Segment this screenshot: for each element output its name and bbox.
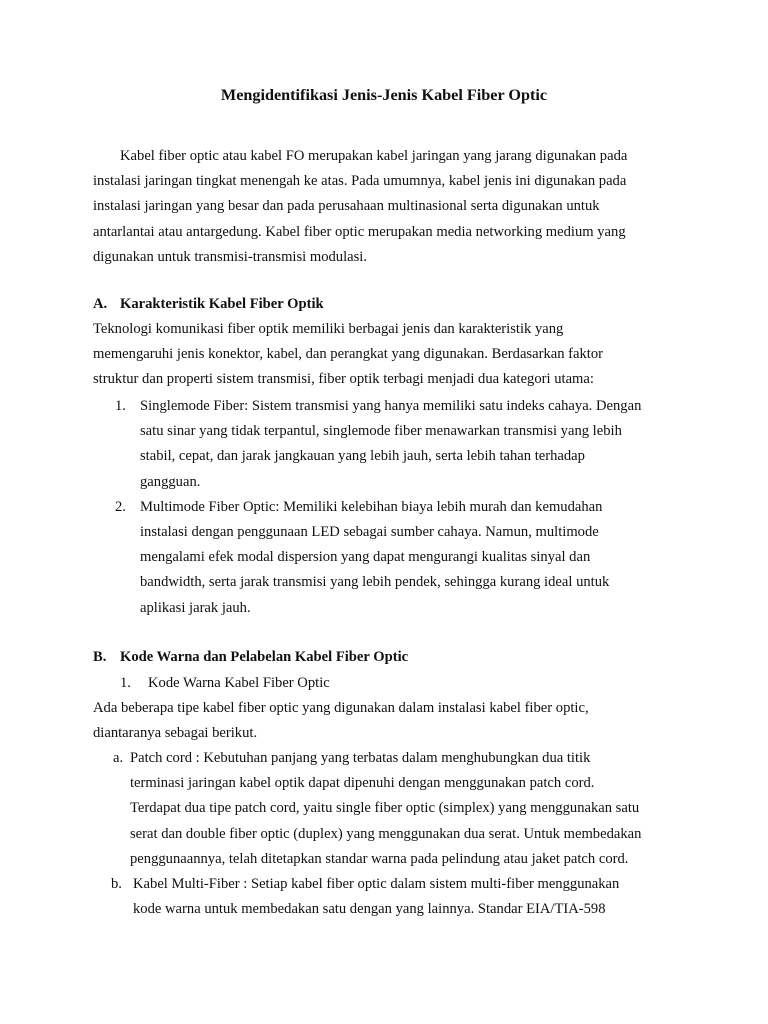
intro-line: instalasi jaringan yang besar dan pada perusahaan multinasional serta digunakan untuk [93,198,600,215]
list-item-number: 2. [115,498,126,515]
list-item-singlemode [93,394,683,495]
intro-paragraph [93,144,683,270]
list-item-number: 1. [115,398,126,414]
list-item-line: Kabel Multi-Fiber : Setiap kabel fiber optic dalam sistem multi-fiber menggunakan [133,875,620,892]
section-a-line: struktur dan properti sistem transmisi, fiber optik terbagi menjadi dua kategori utama: [93,371,594,388]
section-b-subheading [93,671,683,696]
intro-line: Kabel fiber optic atau kabel FO merupakan kabel jaringan yang jarang digunakan pada [120,148,628,164]
list-item-multi-fiber [93,872,683,922]
section-b-heading [93,645,683,670]
list-item-letter: a. [113,750,124,766]
document-title: Mengidentifikasi Jenis-Jenis Kabel Fiber Optic [220,86,548,104]
section-a-body [93,317,683,393]
list-item-line: Singlemode Fiber: Sistem transmisi yang hanya memiliki satu indeks cahaya. Dengan [140,398,642,414]
list-item-line: serat dan double fiber optic (duplex) yang menggunakan dua serat. Untuk membedakan [130,825,642,842]
subheading-number: 1. [120,675,131,691]
section-b-line: diantaranya sebagai berikut. [93,725,258,742]
list-item-line: stabil, cepat, dan jarak jangkauan yang lebih jauh, serta lebih tahan terhadap [140,448,585,465]
section-b-body [93,696,683,746]
list-item-line: bandwidth, serta jarak transmisi yang lebih pendek, sehingga kurang ideal untuk [140,574,610,591]
section-a-marker: A. [93,296,108,312]
intro-line: instalasi jaringan tingkat menengah ke atas. Pada umumnya, kabel jenis ini digunakan pada [93,173,627,190]
list-item-line: kode warna untuk membedakan satu dengan yang lainnya. Standar EIA/TIA-598 [133,901,606,918]
section-b-line: Ada beberapa tipe kabel fiber optic yang digunakan dalam instalasi kabel fiber optic, [93,700,589,716]
list-item-line: Patch cord : Kebutuhan panjang yang terbatas dalam menghubungkan dua titik [130,750,591,766]
intro-line: digunakan untuk transmisi-transmisi modulasi. [93,248,368,265]
list-item-letter: b. [111,875,122,892]
section-a-line: Teknologi komunikasi fiber optik memiliki berbagai jenis dan karakteristik yang [93,321,564,337]
list-item-patch-cord [93,746,683,872]
list-item-line: terminasi jaringan kabel optik dapat dipenuhi dengan menggunakan patch cord. [130,775,595,792]
list-item-line: penggunaannya, telah ditetapkan standar warna pada pelindung atau jaket patch cord. [130,850,629,867]
fiber-type-list [93,394,683,621]
section-a-heading [93,292,683,317]
list-item-multimode [93,495,683,621]
list-item-line: gangguan. [140,473,201,490]
list-item-line: Multimode Fiber Optic: Memiliki kelebihan biaya lebih murah dan kemudahan [140,498,603,515]
list-item-line: mengalami efek modal dispersion yang dapat mengurangi kualitas sinyal dan [140,549,591,566]
section-b-marker: B. [93,649,107,665]
list-item-line: aplikasi jarak jauh. [140,599,251,616]
intro-line: antarlantai atau antargedung. Kabel fiber optic merupakan media networking medium yang [93,223,626,240]
list-item-line: satu sinar yang tidak terpantul, singlemode fiber menawarkan transmisi yang lebih [140,423,622,440]
list-item-line: instalasi dengan penggunaan LED sebagai sumber cahaya. Namun, multimode [140,523,599,540]
section-b-title: Kode Warna dan Pelabelan Kabel Fiber Optic [120,649,409,665]
section-a-line: memengaruhi jenis konektor, kabel, dan perangkat yang digunakan. Berdasarkan faktor [93,346,604,363]
subheading-title: Kode Warna Kabel Fiber Optic [148,675,330,691]
cable-type-list [93,746,683,922]
list-item-line: Terdapat dua tipe patch cord, yaitu single fiber optic (simplex) yang menggunakan satu [130,800,640,817]
section-a-title: Karakteristik Kabel Fiber Optik [120,296,324,312]
